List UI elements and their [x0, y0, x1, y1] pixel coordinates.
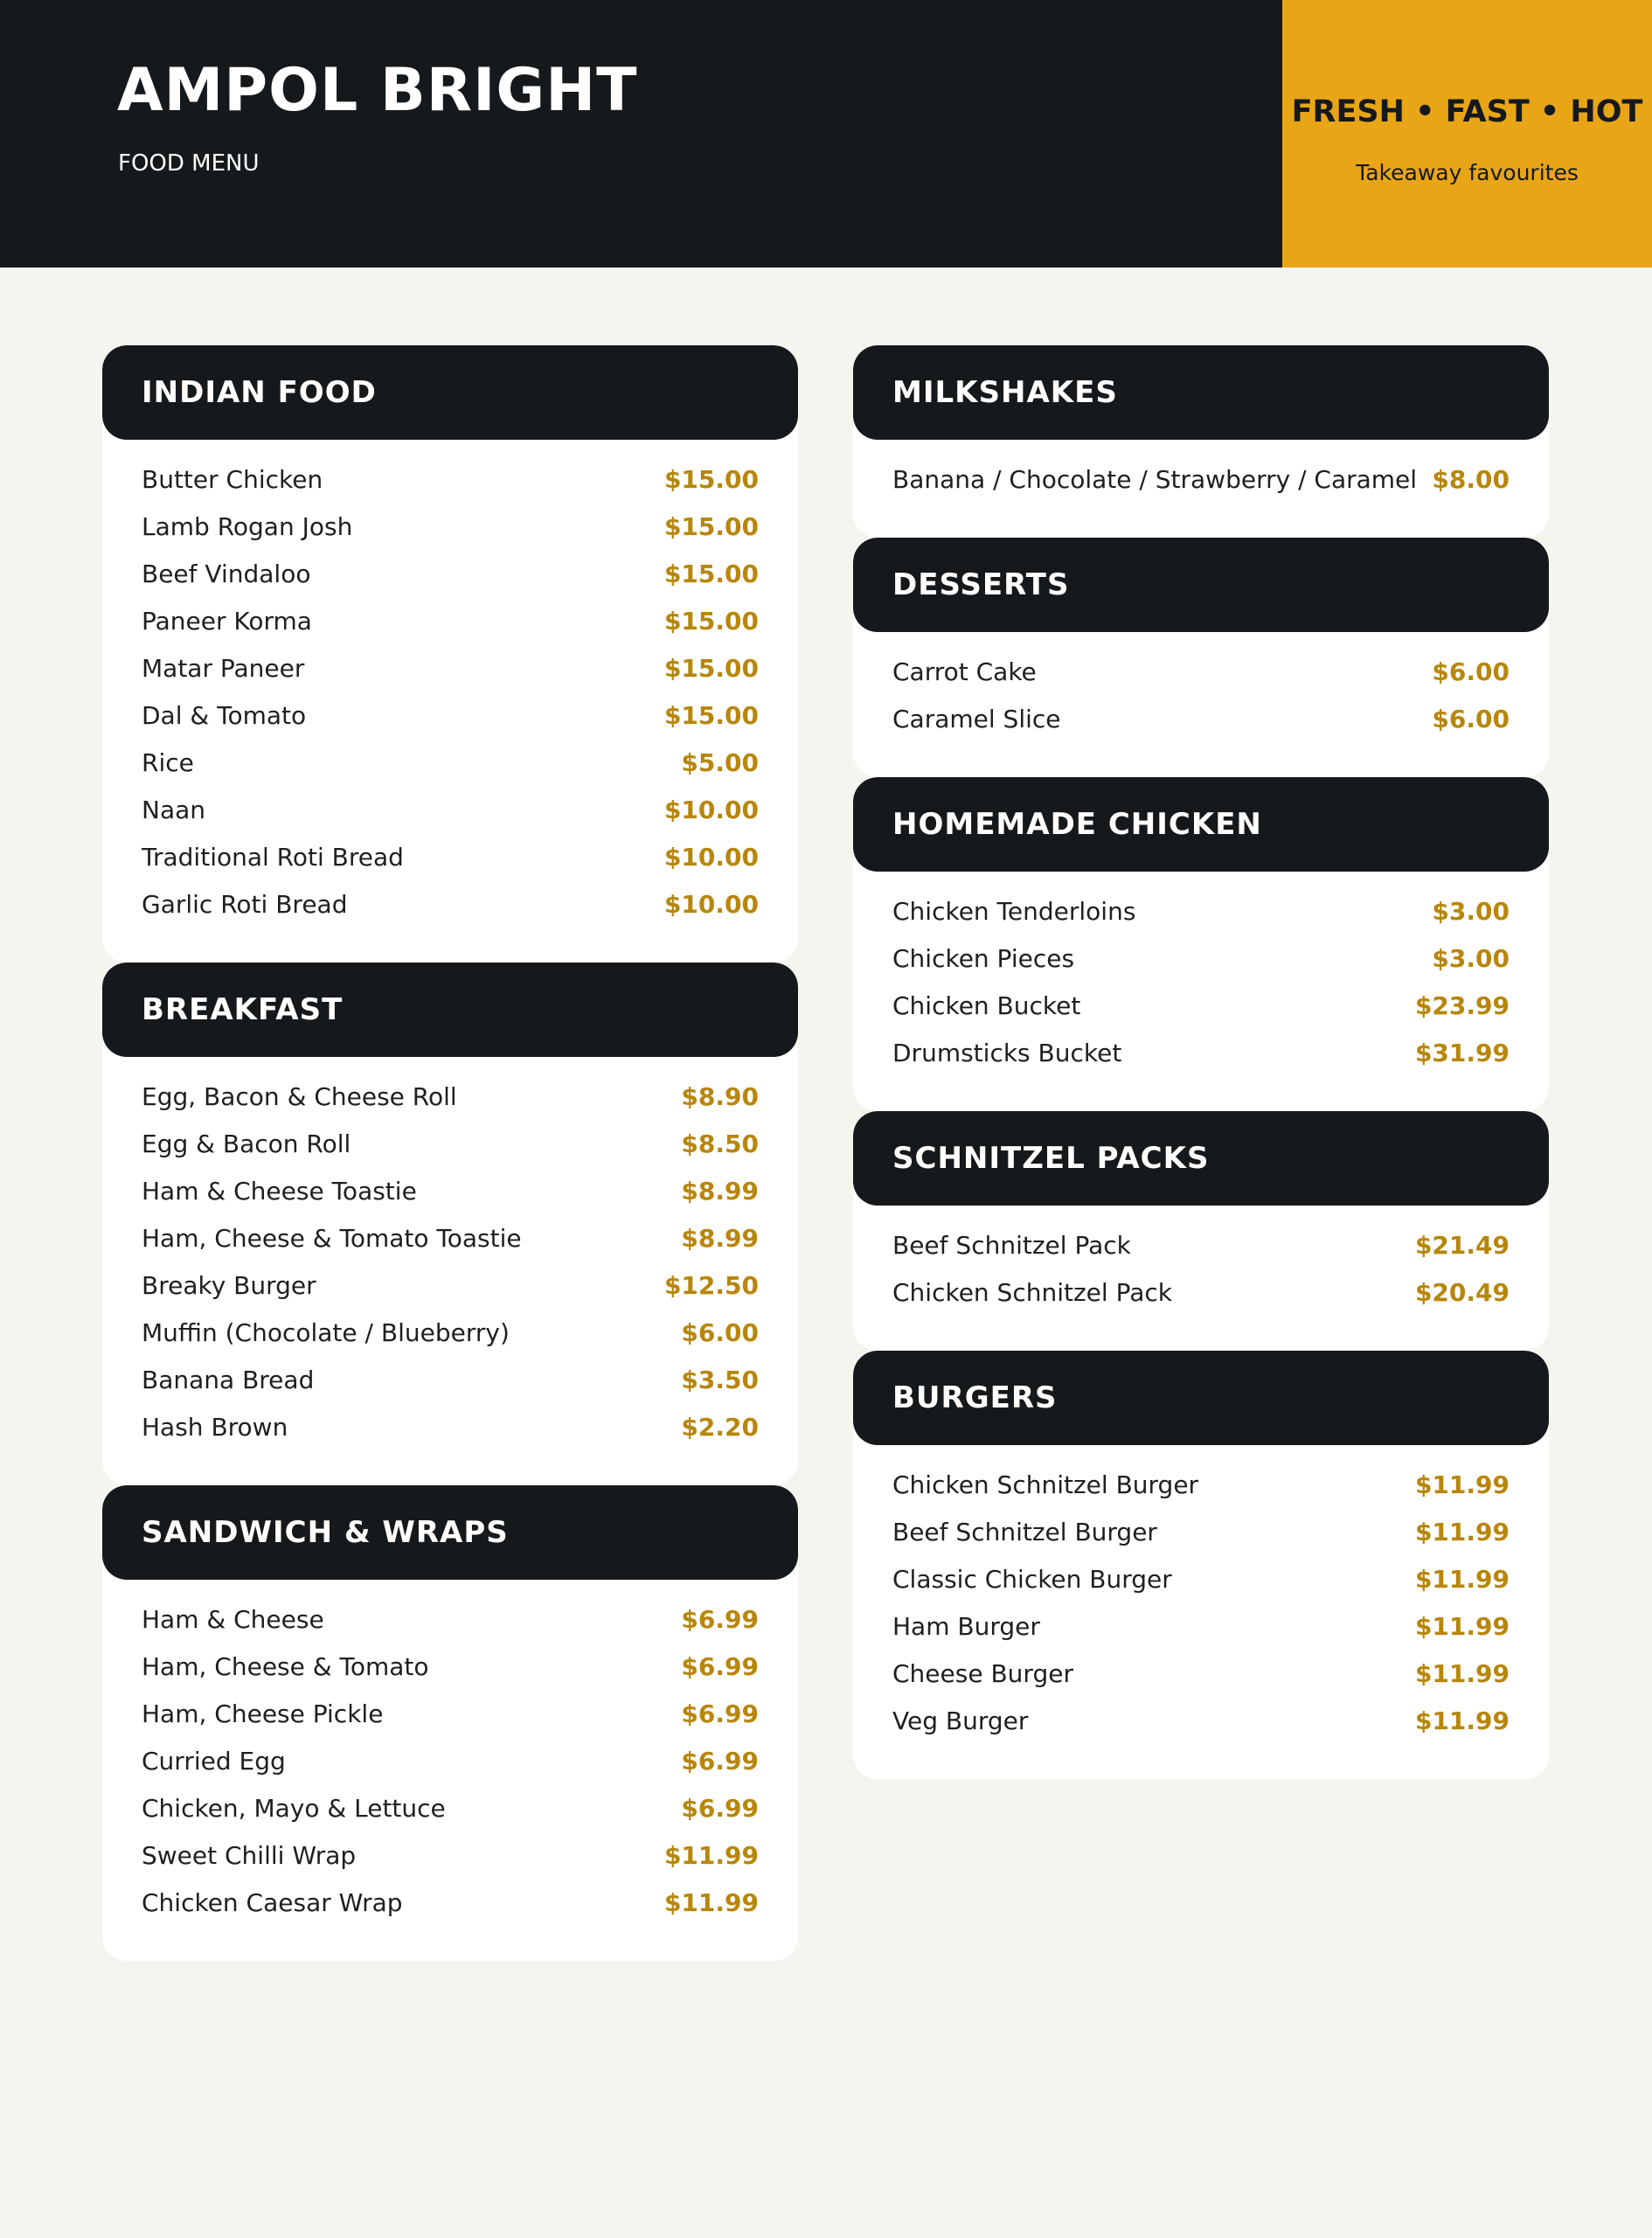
- menu-column-right: [853, 345, 1549, 1779]
- menu-item: [142, 1167, 759, 1214]
- menu-item-price: $23.99: [1414, 990, 1510, 1020]
- header-banner: [0, 0, 1652, 268]
- menu-item: [142, 1784, 759, 1831]
- menu-item-price: $11.99: [1414, 1611, 1510, 1641]
- menu-item-name: Butter Chicken: [142, 464, 323, 494]
- menu-item-price: $20.49: [1414, 1277, 1510, 1307]
- menu-item: [892, 1650, 1510, 1697]
- menu-item-name: Chicken Schnitzel Burger: [892, 1470, 1199, 1499]
- menu-item: [892, 1461, 1510, 1508]
- menu-item-price: $10.00: [663, 795, 759, 824]
- menu-item-price: $8.50: [681, 1129, 759, 1158]
- menu-item-price: $11.99: [663, 1840, 759, 1870]
- menu-item-price: $11.99: [1414, 1564, 1510, 1594]
- brand-subtitle: FOOD MENU: [118, 150, 260, 177]
- menu-item: [142, 1879, 759, 1926]
- menu-section-homemade-chicken: [853, 777, 1549, 1111]
- menu-section-desserts: [853, 538, 1549, 777]
- menu-item-name: Egg, Bacon & Cheese Roll: [142, 1081, 457, 1111]
- menu-item: [892, 1602, 1510, 1650]
- menu-item: [142, 1403, 759, 1450]
- menu-item-price: $6.99: [681, 1746, 759, 1776]
- menu-item: [142, 1120, 759, 1167]
- menu-item: [142, 597, 759, 644]
- menu-item-name: Banana / Chocolate / Strawberry / Caramel: [892, 464, 1418, 494]
- menu-item: [142, 1643, 759, 1690]
- menu-item-price: $3.00: [1432, 896, 1510, 926]
- promo-subtext: Takeaway favourites: [1356, 160, 1579, 185]
- menu-item-price: $11.99: [1414, 1470, 1510, 1499]
- menu-item-list: [853, 632, 1549, 742]
- menu-item-price: $10.00: [663, 842, 759, 872]
- menu-item: [892, 935, 1510, 982]
- menu-item-name: Ham Burger: [892, 1611, 1040, 1641]
- menu-item-name: Banana Bread: [142, 1365, 315, 1394]
- menu-item-price: $10.00: [663, 889, 759, 919]
- menu-item-name: Egg & Bacon Roll: [142, 1129, 351, 1158]
- menu-item-name: Muffin (Chocolate / Blueberry): [142, 1317, 510, 1347]
- section-header: [102, 1485, 798, 1580]
- menu-item-price: $6.99: [681, 1651, 759, 1681]
- menu-item-name: Veg Burger: [892, 1706, 1029, 1735]
- menu-item-name: Chicken, Mayo & Lettuce: [142, 1793, 446, 1823]
- menu-item-name: Beef Schnitzel Pack: [892, 1230, 1131, 1260]
- menu-item-name: Ham, Cheese & Tomato Toastie: [142, 1223, 522, 1253]
- menu-item-name: Traditional Roti Bread: [142, 842, 404, 872]
- menu-item-price: $11.99: [1414, 1658, 1510, 1688]
- menu-item: [142, 786, 759, 833]
- menu-section-indian-food: [102, 345, 798, 963]
- menu-item-list: [853, 1206, 1549, 1316]
- menu-item: [142, 503, 759, 550]
- section-header: [853, 1111, 1549, 1206]
- menu-item: [142, 455, 759, 503]
- menu-item-name: Ham, Cheese Pickle: [142, 1699, 384, 1728]
- section-header: [853, 345, 1549, 440]
- menu-item-name: Naan: [142, 795, 206, 824]
- menu-item-name: Ham & Cheese Toastie: [142, 1176, 417, 1206]
- section-header: [102, 345, 798, 440]
- menu-item-price: $8.90: [681, 1081, 759, 1111]
- section-title: SCHNITZEL PACKS: [892, 1141, 1210, 1176]
- menu-item-name: Dal & Tomato: [142, 700, 307, 730]
- menu-item-name: Lamb Rogan Josh: [142, 511, 353, 541]
- menu-item-price: $6.00: [1432, 704, 1510, 733]
- menu-item-price: $12.50: [663, 1270, 759, 1300]
- menu-item-price: $6.99: [681, 1699, 759, 1728]
- menu-item: [892, 1268, 1510, 1316]
- menu-item-name: Ham, Cheese & Tomato: [142, 1651, 429, 1681]
- menu-item-name: Breaky Burger: [142, 1270, 316, 1300]
- menu-item-name: Sweet Chilli Wrap: [142, 1840, 357, 1870]
- menu-item: [892, 1029, 1510, 1076]
- menu-item-name: Curried Egg: [142, 1746, 286, 1776]
- menu-item: [892, 1508, 1510, 1555]
- menu-item: [892, 1697, 1510, 1744]
- menu-item-price: $8.99: [681, 1176, 759, 1206]
- menu-item: [892, 887, 1510, 935]
- section-header: [853, 777, 1549, 872]
- menu-item: [142, 1261, 759, 1309]
- section-title: BURGERS: [892, 1380, 1058, 1415]
- menu-item: [142, 1309, 759, 1356]
- menu-item-price: $15.00: [663, 700, 759, 730]
- menu-item-list: [102, 1057, 798, 1450]
- section-title: DESSERTS: [892, 567, 1070, 602]
- menu-item-price: $6.00: [1432, 657, 1510, 686]
- menu-item: [142, 1595, 759, 1643]
- menu-item: [142, 1690, 759, 1737]
- menu-item-name: Chicken Schnitzel Pack: [892, 1277, 1172, 1307]
- menu-item-price: $2.20: [681, 1412, 759, 1442]
- section-title: MILKSHAKES: [892, 375, 1118, 410]
- menu-item: [142, 1831, 759, 1879]
- menu-item: [142, 1073, 759, 1120]
- menu-item-price: $31.99: [1414, 1038, 1510, 1067]
- menu-item-price: $15.00: [663, 464, 759, 494]
- menu-item-name: Garlic Roti Bread: [142, 889, 348, 919]
- menu-item-name: Beef Vindaloo: [142, 559, 311, 588]
- section-header: [102, 963, 798, 1057]
- menu-item: [892, 695, 1510, 742]
- promo-panel: [1282, 0, 1652, 268]
- menu-column-left: [102, 345, 798, 1961]
- menu-item-name: Paneer Korma: [142, 606, 312, 636]
- menu-section-sandwich-and-wraps: [102, 1485, 798, 1961]
- menu-item-name: Chicken Pieces: [892, 943, 1075, 973]
- section-title: BREAKFAST: [142, 992, 344, 1027]
- menu-item-price: $3.50: [681, 1365, 759, 1394]
- menu-item-price: $6.00: [681, 1317, 759, 1347]
- menu-item-price: $11.99: [663, 1887, 759, 1917]
- menu-item: [142, 550, 759, 597]
- menu-item: [142, 644, 759, 692]
- section-header: [853, 1351, 1549, 1445]
- menu-item: [142, 739, 759, 786]
- menu-item-name: Carrot Cake: [892, 657, 1037, 686]
- menu-item-price: $6.99: [681, 1604, 759, 1634]
- menu-item-price: $3.00: [1432, 943, 1510, 973]
- menu-item-name: Beef Schnitzel Burger: [892, 1517, 1157, 1546]
- menu-item-list: [853, 872, 1549, 1076]
- menu-item: [142, 1356, 759, 1403]
- menu-item: [142, 880, 759, 928]
- section-header: [853, 538, 1549, 632]
- menu-item-price: $15.00: [663, 559, 759, 588]
- menu-item-name: Drumsticks Bucket: [892, 1038, 1122, 1067]
- menu-item-list: [102, 440, 798, 928]
- menu-item: [142, 1214, 759, 1261]
- menu-item-price: $15.00: [663, 653, 759, 683]
- menu-item-price: $15.00: [663, 606, 759, 636]
- menu-item-price: $6.99: [681, 1793, 759, 1823]
- menu-section-breakfast: [102, 963, 798, 1485]
- menu-section-schnitzel-packs: [853, 1111, 1549, 1351]
- menu-item-price: $11.99: [1414, 1706, 1510, 1735]
- menu-item: [142, 833, 759, 880]
- menu-item-name: Rice: [142, 747, 194, 777]
- section-title: INDIAN FOOD: [142, 375, 377, 410]
- section-title: SANDWICH & WRAPS: [142, 1515, 509, 1550]
- menu-item-price: $11.99: [1414, 1517, 1510, 1546]
- menu-section-milkshakes: [853, 345, 1549, 538]
- menu-item-name: Hash Brown: [142, 1412, 288, 1442]
- menu-item-price: $8.00: [1432, 464, 1510, 494]
- menu-item: [892, 455, 1510, 503]
- section-title: HOMEMADE CHICKEN: [892, 807, 1262, 842]
- brand-title: AMPOL BRIGHT: [117, 56, 638, 125]
- menu-item-name: Classic Chicken Burger: [892, 1564, 1172, 1594]
- menu-item-list: [102, 1580, 798, 1926]
- menu-item: [892, 1555, 1510, 1602]
- menu-item: [892, 1221, 1510, 1268]
- menu-item: [142, 692, 759, 739]
- menu-item: [892, 982, 1510, 1029]
- menu-item-price: $15.00: [663, 511, 759, 541]
- menu-section-burgers: [853, 1351, 1549, 1779]
- menu-item-name: Chicken Tenderloins: [892, 896, 1136, 926]
- menu-item-list: [853, 1445, 1549, 1744]
- menu-item: [892, 648, 1510, 695]
- promo-tagline: FRESH • FAST • HOT: [1291, 94, 1643, 129]
- menu-item-name: Ham & Cheese: [142, 1604, 324, 1634]
- menu-item-name: Caramel Slice: [892, 704, 1061, 733]
- menu-item: [142, 1737, 759, 1784]
- menu-item-list: [853, 440, 1549, 503]
- menu-item-name: Chicken Caesar Wrap: [142, 1887, 403, 1917]
- menu-item-price: $5.00: [681, 747, 759, 777]
- menu-item-name: Cheese Burger: [892, 1658, 1073, 1688]
- menu-item-name: Chicken Bucket: [892, 990, 1081, 1020]
- menu-item-name: Matar Paneer: [142, 653, 305, 683]
- menu-item-price: $8.99: [681, 1223, 759, 1253]
- menu-item-price: $21.49: [1414, 1230, 1510, 1260]
